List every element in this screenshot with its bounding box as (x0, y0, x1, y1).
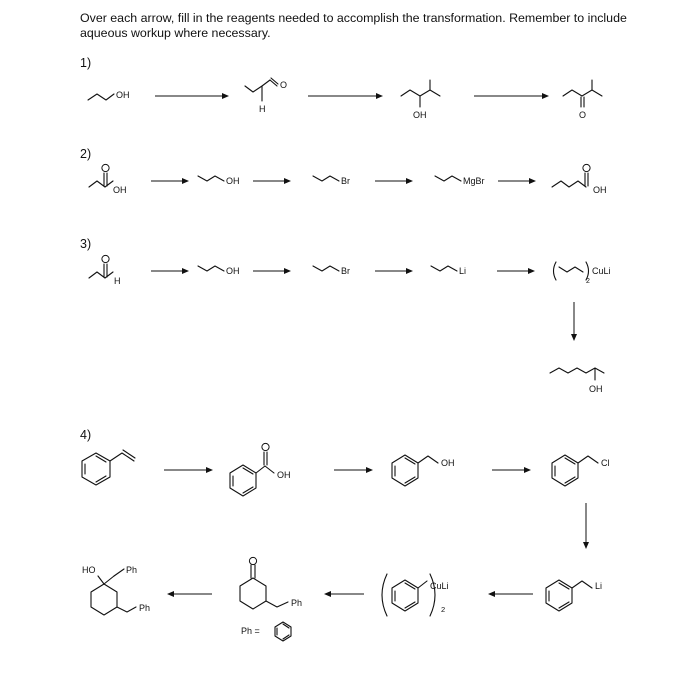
p4-gilman-reagent (382, 574, 449, 616)
p4-cl-label: Cl (601, 458, 610, 468)
p1-propanal (245, 78, 287, 114)
p4-tertiary-alcohol (82, 565, 150, 615)
p2-br-label: Br (341, 176, 350, 186)
p3-alkyllithium (431, 266, 466, 276)
p3-h-label: H (114, 276, 121, 286)
p4-phenylethanol (392, 455, 455, 486)
problem-4-number: 4) (80, 428, 92, 442)
p4-culi-label: CuLi (430, 581, 449, 591)
p3-sub2-label: 2 (586, 278, 590, 285)
instructions-text: Over each arrow, fill in the reagents needed to accomplish the transformation. Remember to include aqueous workup where necessary. (80, 11, 627, 40)
p4-oh-alc-label: OH (441, 458, 455, 468)
p4-ho-label: HO (82, 565, 96, 575)
problem-1-number: 1) (80, 56, 92, 70)
p3-br-label: Br (341, 266, 350, 276)
p2-mgbr-label: MgBr (463, 176, 485, 186)
p2-alcohol (198, 176, 240, 186)
p1-ketone (563, 80, 602, 120)
p4-alkyl-chloride (552, 455, 610, 486)
p3-alkyl-bromide (313, 266, 350, 276)
p4-li-label: Li (595, 581, 603, 591)
p4-organolithium (546, 580, 602, 611)
p2-oh-prod-label: OH (593, 185, 607, 195)
p4-ph-def-label: Ph = (241, 626, 260, 636)
p2-oh-alc-label: OH (226, 176, 240, 186)
p1-secondary-alcohol (401, 80, 440, 120)
p3-product-alcohol (550, 368, 604, 394)
problem-2-number: 2) (80, 147, 92, 161)
p3-alcohol (198, 266, 240, 276)
p3-oh-prod-label: OH (589, 384, 603, 394)
p2-alkyl-bromide (313, 176, 350, 186)
p2-product-acid (552, 164, 607, 195)
p4-sub2-label: 2 (441, 605, 446, 614)
p4-phenylacetic-acid (230, 443, 291, 496)
p4-styrene (82, 450, 135, 485)
p4-ph-c-label: Ph (139, 603, 151, 613)
p1-ket-o-label: O (579, 110, 587, 120)
p3-aldehyde (89, 255, 121, 286)
p3-oh-alc-label: OH (226, 266, 240, 276)
p4-cyclohexanone (240, 557, 302, 609)
p3-culi-label: CuLi (592, 266, 611, 276)
p2-grignard (435, 176, 485, 186)
p1-oh1-label: OH (116, 90, 130, 100)
problem-3-number: 3) (80, 237, 92, 251)
p4-ph-b-label: Ph (291, 598, 303, 608)
p4-ph-a-label: Ph (126, 565, 138, 575)
p2-oh-acid-label: OH (113, 185, 127, 195)
p3-gilman-reagent (554, 262, 611, 285)
p1-oh2-label: OH (413, 110, 427, 120)
p4-ph-definition (241, 622, 291, 641)
p4-oh-acid-label: OH (277, 470, 291, 480)
p2-carboxylic-acid (89, 164, 127, 195)
p1-propanol (88, 90, 130, 100)
p3-li-label: Li (459, 266, 467, 276)
p1-ald-o-label: O (280, 80, 288, 90)
p1-ald-h-label: H (259, 104, 266, 114)
